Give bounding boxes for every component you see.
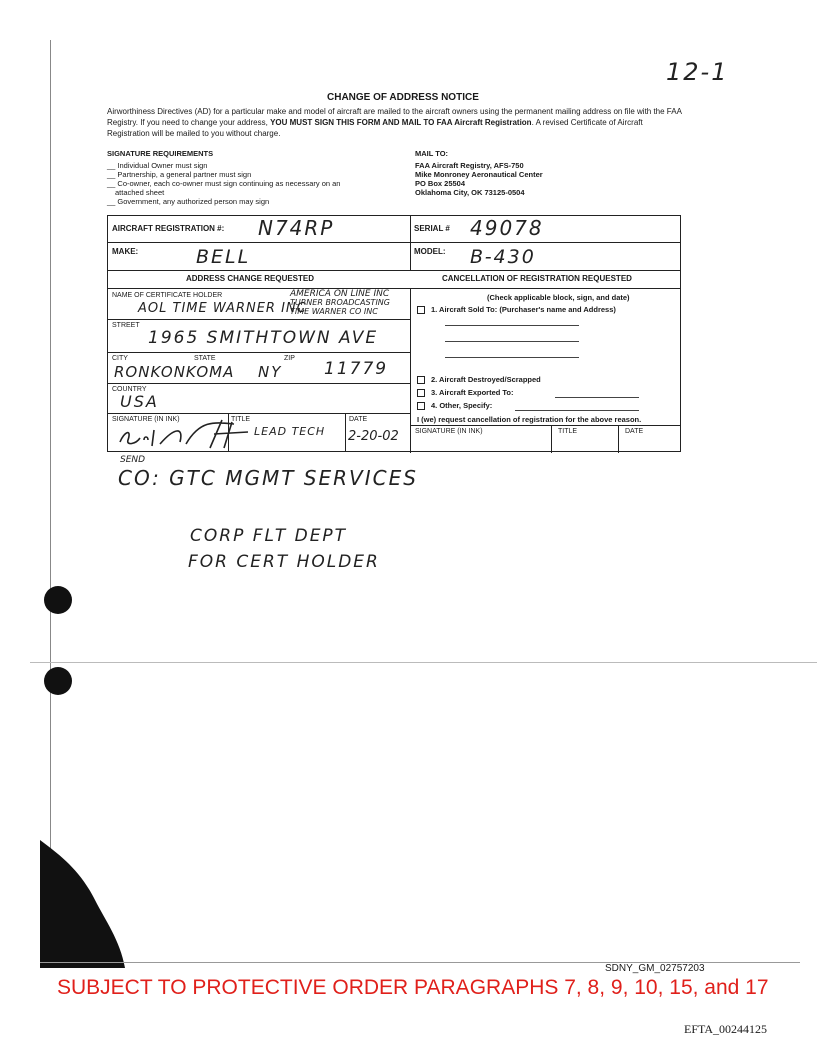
intro-text: Airworthiness Directives (AD) for a particular make and model of aircraft are mailed to the aircraft owners using the permanent mailing address on file with the FAA Registry. If you need to change your address, [107,107,682,127]
mail-to-line: FAA Aircraft Registry, AFS-750 [415,161,524,170]
serial-label: SERIAL # [414,224,450,233]
scan-shadow-artifact [40,810,130,970]
serial-value[interactable]: 49078 [470,216,544,240]
cancellation-statement: I (we) request cancellation of registration for the above reason. [417,415,642,424]
cancellation-heading-cell [410,271,682,288]
mail-to-block [415,149,675,197]
handwritten-note-line: CO: GTC MGMT SERVICES [118,466,418,490]
street-cell [108,320,410,352]
serial-cell [410,216,682,242]
efta-number: EFTA_00244125 [684,1022,768,1036]
holder-label: NAME OF CERTIFICATE HOLDER [112,292,223,299]
make-label: MAKE: [112,247,139,256]
mail-to-heading: MAIL TO: [415,149,449,158]
holder-note: TURNER BROADCASTING [290,298,390,307]
city-label: CITY [112,355,128,362]
holder-note: AMERICA ON LINE INC [290,289,390,299]
notice-title: CHANGE OF ADDRESS NOTICE [327,92,479,103]
signature-requirements [107,149,407,206]
handwritten-note-line: FOR CERT HOLDER [188,552,380,572]
cancel-date-label: DATE [625,428,644,435]
registration-value[interactable]: N74RP [258,216,335,240]
checkbox[interactable] [417,306,425,314]
checkbox[interactable] [417,389,425,397]
cancellation-options [411,289,681,453]
street-label: STREET [112,322,140,329]
cancel-title-label: TITLE [558,428,578,435]
handwritten-note-line: CORP FLT DEPT [190,526,348,546]
handwritten-send: SEND [120,455,146,465]
model-label: MODEL: [414,247,446,256]
model-cell [410,243,682,270]
signature-label: SIGNATURE (IN INK) [112,416,180,423]
signature-row [108,414,410,452]
model-value[interactable]: B-430 [470,246,536,268]
signature-req-item: __ Co-owner, each co-owner must sign continuing as necessary on an [107,179,341,188]
signature-requirements-heading: SIGNATURE REQUIREMENTS [107,149,214,158]
state-label: STATE [194,355,216,362]
option-other[interactable]: 4. Other, Specify: [417,401,492,410]
intro-end: . A revised Certificate of Aircraft Registration will be mailed to you without charge. [107,118,643,138]
check-instruction: (Check applicable block, sign, and date) [487,293,630,302]
bates-number: SDNY_GM_02757203 [605,963,705,974]
left-margin-line [50,40,51,910]
street-value[interactable]: 1965 SMITHTOWN AVE [148,328,379,348]
cancel-signature-label: SIGNATURE (IN INK) [415,428,483,435]
cancellation-heading: CANCELLATION OF REGISTRATION REQUESTED [442,274,632,283]
registration-form [107,215,681,452]
punch-hole-bottom [44,586,72,614]
country-cell [108,384,410,414]
mail-to-line: Mike Monroney Aeronautical Center [415,170,543,179]
protective-order-notice: SUBJECT TO PROTECTIVE ORDER PARAGRAPHS 7, 8, 9, 10, 15, and 17 [57,976,769,999]
make-value[interactable]: BELL [196,246,251,268]
punch-hole-top [44,667,72,695]
option-aircraft-sold[interactable]: 1. Aircraft Sold To: (Purchaser's name and Address) [417,305,616,314]
make-cell [108,243,410,270]
address-change-heading-cell [108,271,410,288]
notice-intro [107,106,687,139]
city-value[interactable]: RONKONKOMA [114,363,235,381]
option-aircraft-exported[interactable]: 3. Aircraft Exported To: [417,388,514,397]
signature-req-item: attached sheet [115,188,165,197]
mail-to-line: PO Box 25504 [415,179,466,188]
page-reference: 12-1 [666,58,729,86]
signature-req-item: __ Government, any authorized person may sign [107,197,270,206]
registration-cell [108,216,410,242]
signature-req-item: __ Partnership, a general partner must sign [107,170,252,179]
zip-value[interactable]: 11779 [324,359,389,379]
signature-title-value[interactable]: LEAD TECH [254,425,326,438]
checkbox[interactable] [417,402,425,410]
holder-note: TIME WARNER CO INC [290,307,378,316]
zip-label: ZIP [284,355,295,362]
holder-value[interactable]: AOL TIME WARNER INC [138,301,307,316]
registration-label: AIRCRAFT REGISTRATION #: [112,224,225,233]
intro-instruction: YOU MUST SIGN THIS FORM AND MAIL TO FAA Aircraft Registration [270,118,532,127]
scan-fold-line [30,662,817,663]
signature-date-label: DATE [349,416,368,423]
signature-req-item: __ Individual Owner must sign [107,161,208,170]
signature-date-value[interactable]: 2-20-02 [348,429,399,444]
mail-to-line: Oklahoma City, OK 73125-0504 [415,188,525,197]
checkbox[interactable] [417,376,425,384]
option-aircraft-destroyed[interactable]: 2. Aircraft Destroyed/Scrapped [417,375,541,384]
state-value[interactable]: NY [258,363,283,381]
signature-title-label: TITLE [231,416,251,423]
holder-cell [108,289,410,319]
country-label: COUNTRY [112,386,147,393]
address-change-heading: ADDRESS CHANGE REQUESTED [186,274,315,283]
city-state-zip-cell [108,353,410,383]
country-value[interactable]: USA [120,392,159,411]
